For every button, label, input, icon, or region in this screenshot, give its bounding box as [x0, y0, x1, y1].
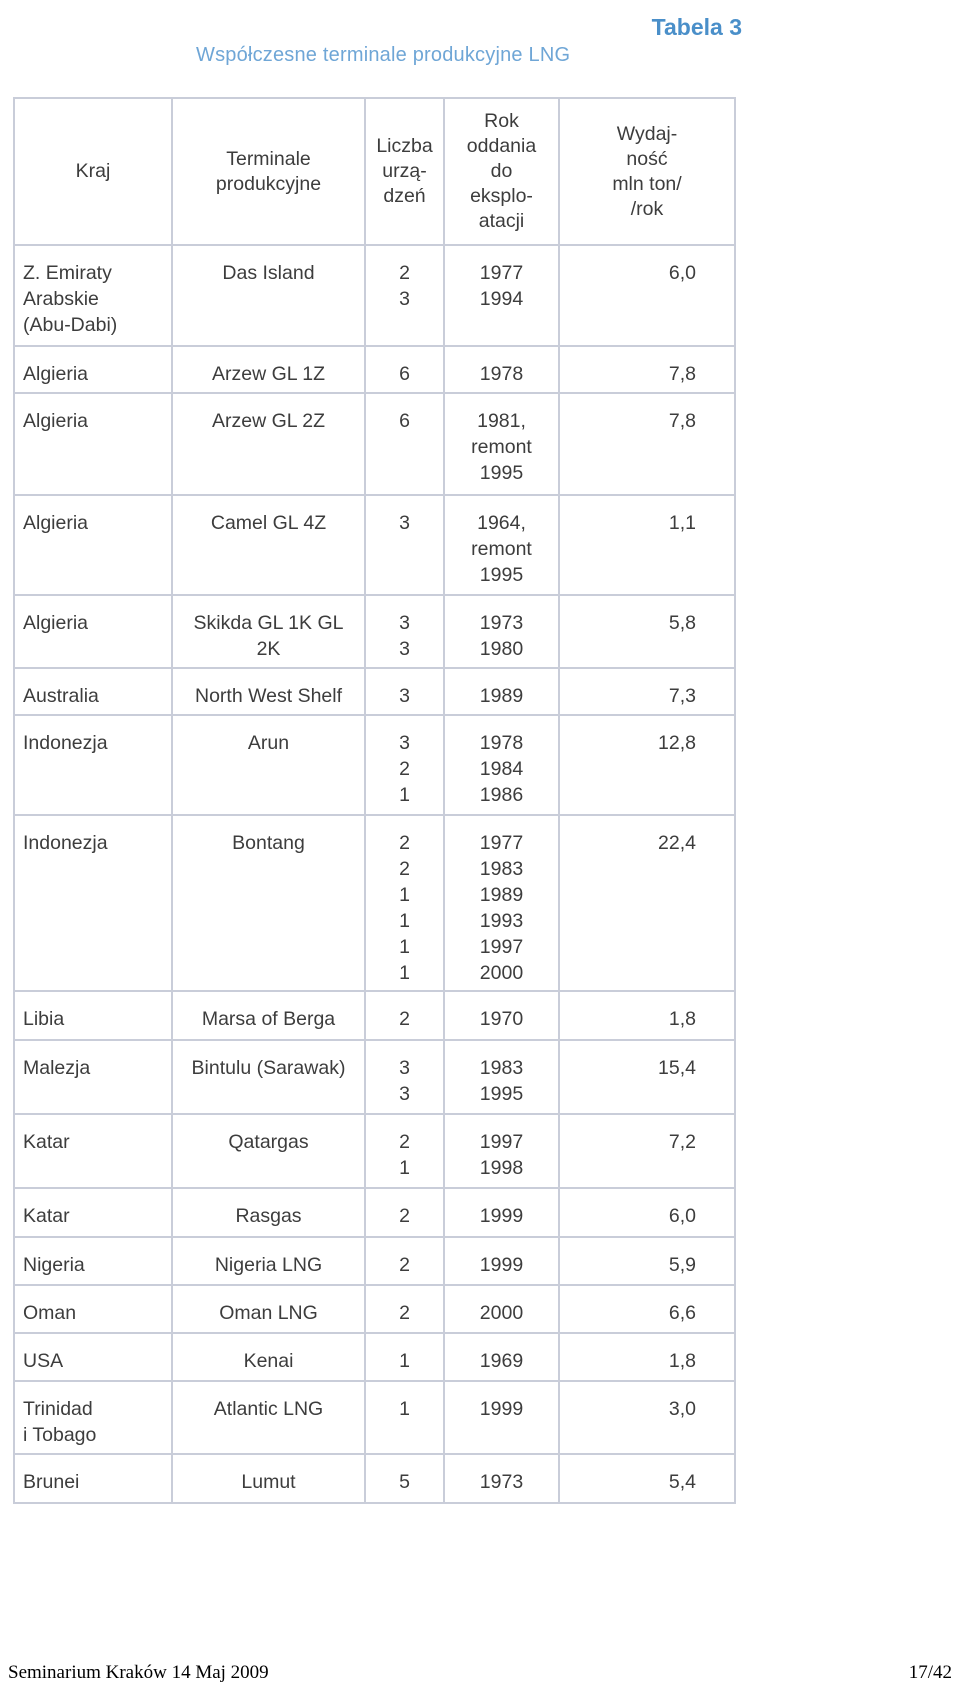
row-capacity: 6,0 [559, 245, 735, 346]
header-wydajnosc: Wydaj- ność mln ton/ /rok [559, 98, 735, 245]
row-capacity: 7,8 [559, 393, 735, 495]
table-title: Współczesne terminale produkcyjne LNG [196, 44, 571, 66]
row-terminal: Arzew GL 1Z [172, 346, 365, 393]
row-unit-count: 2 1 [365, 1114, 444, 1188]
row-terminal: Kenai [172, 1333, 365, 1381]
row-commission-year: 1999 [444, 1188, 559, 1237]
row-terminal: Bintulu (Sarawak) [172, 1040, 365, 1114]
row-capacity: 22,4 [559, 815, 735, 991]
row-country: Indonezja [14, 715, 172, 815]
row-unit-count: 3 [365, 668, 444, 715]
row-terminal: Arun [172, 715, 365, 815]
row-terminal: Qatargas [172, 1114, 365, 1188]
row-unit-count: 2 [365, 1188, 444, 1237]
row-capacity: 7,8 [559, 346, 735, 393]
row-capacity: 6,6 [559, 1285, 735, 1333]
row-terminal: Marsa of Berga [172, 991, 365, 1040]
footer-page-number: 17/42 [908, 1662, 952, 1683]
row-capacity: 1,8 [559, 1333, 735, 1381]
row-country: Algieria [14, 595, 172, 668]
row-country: Z. Emiraty Arabskie (Abu-Dabi) [14, 245, 172, 346]
table-row [14, 393, 735, 495]
table-row [14, 815, 735, 991]
table-row [14, 346, 735, 393]
row-country: Brunei [14, 1454, 172, 1503]
table-row [14, 668, 735, 715]
row-terminal: Nigeria LNG [172, 1237, 365, 1285]
table-row [14, 1381, 735, 1454]
table-header-row [14, 98, 735, 245]
row-country: Nigeria [14, 1237, 172, 1285]
row-commission-year: 1977 1994 [444, 245, 559, 346]
row-capacity: 5,4 [559, 1454, 735, 1503]
row-unit-count: 3 3 [365, 595, 444, 668]
header-kraj: Kraj [14, 98, 172, 245]
row-country: Libia [14, 991, 172, 1040]
row-terminal: Rasgas [172, 1188, 365, 1237]
row-country: USA [14, 1333, 172, 1381]
row-commission-year: 2000 [444, 1285, 559, 1333]
table-row [14, 1333, 735, 1381]
row-unit-count: 2 [365, 1285, 444, 1333]
row-unit-count: 2 [365, 1237, 444, 1285]
row-capacity: 1,1 [559, 495, 735, 595]
row-terminal: Das Island [172, 245, 365, 346]
row-unit-count: 6 [365, 346, 444, 393]
table-row [14, 595, 735, 668]
row-commission-year: 1997 1998 [444, 1114, 559, 1188]
row-commission-year: 1970 [444, 991, 559, 1040]
row-country: Algieria [14, 495, 172, 595]
row-unit-count: 3 2 1 [365, 715, 444, 815]
row-capacity: 7,2 [559, 1114, 735, 1188]
table-row [14, 1114, 735, 1188]
row-capacity: 15,4 [559, 1040, 735, 1114]
table-row [14, 1454, 735, 1503]
row-commission-year: 1999 [444, 1237, 559, 1285]
row-unit-count: 1 [365, 1381, 444, 1454]
row-unit-count: 1 [365, 1333, 444, 1381]
table-row [14, 1040, 735, 1114]
row-commission-year: 1983 1995 [444, 1040, 559, 1114]
row-unit-count: 6 [365, 393, 444, 495]
row-capacity: 3,0 [559, 1381, 735, 1454]
table-row [14, 245, 735, 346]
header-rok: Rok oddania do eksplo- atacji [444, 98, 559, 245]
row-terminal: North West Shelf [172, 668, 365, 715]
row-country: Katar [14, 1188, 172, 1237]
row-commission-year: 1978 1984 1986 [444, 715, 559, 815]
row-capacity: 12,8 [559, 715, 735, 815]
row-commission-year: 1964, remont 1995 [444, 495, 559, 595]
row-terminal: Atlantic LNG [172, 1381, 365, 1454]
row-country: Trinidad i Tobago [14, 1381, 172, 1454]
row-commission-year: 1973 [444, 1454, 559, 1503]
row-commission-year: 1973 1980 [444, 595, 559, 668]
header-liczba: Liczba urzą- dzeń [365, 98, 444, 245]
table-row [14, 1188, 735, 1237]
row-terminal: Bontang [172, 815, 365, 991]
row-commission-year: 1989 [444, 668, 559, 715]
row-unit-count: 3 [365, 495, 444, 595]
row-terminal: Lumut [172, 1454, 365, 1503]
table-row [14, 495, 735, 595]
table-row [14, 991, 735, 1040]
row-terminal: Arzew GL 2Z [172, 393, 365, 495]
row-capacity: 7,3 [559, 668, 735, 715]
table-row [14, 1285, 735, 1333]
row-country: Indonezja [14, 815, 172, 991]
table-number: Tabela 3 [651, 14, 742, 40]
row-commission-year: 1999 [444, 1381, 559, 1454]
row-unit-count: 2 3 [365, 245, 444, 346]
row-capacity: 5,8 [559, 595, 735, 668]
row-country: Malezja [14, 1040, 172, 1114]
row-unit-count: 2 2 1 1 1 1 [365, 815, 444, 991]
row-terminal: Oman LNG [172, 1285, 365, 1333]
row-commission-year: 1977 1983 1989 1993 1997 2000 [444, 815, 559, 991]
row-commission-year: 1981, remont 1995 [444, 393, 559, 495]
row-unit-count: 5 [365, 1454, 444, 1503]
row-commission-year: 1978 [444, 346, 559, 393]
row-country: Algieria [14, 393, 172, 495]
row-capacity: 5,9 [559, 1237, 735, 1285]
row-terminal: Camel GL 4Z [172, 495, 365, 595]
row-commission-year: 1969 [444, 1333, 559, 1381]
lng-terminals-table [13, 97, 736, 1504]
table-row [14, 715, 735, 815]
row-capacity: 6,0 [559, 1188, 735, 1237]
footer-event: Seminarium Kraków 14 Maj 2009 [8, 1662, 269, 1683]
row-unit-count: 3 3 [365, 1040, 444, 1114]
header-terminale: Terminale produkcyjne [172, 98, 365, 245]
row-country: Oman [14, 1285, 172, 1333]
row-country: Australia [14, 668, 172, 715]
row-country: Katar [14, 1114, 172, 1188]
row-country: Algieria [14, 346, 172, 393]
table-row [14, 1237, 735, 1285]
row-unit-count: 2 [365, 991, 444, 1040]
row-terminal: Skikda GL 1K GL 2K [172, 595, 365, 668]
row-capacity: 1,8 [559, 991, 735, 1040]
